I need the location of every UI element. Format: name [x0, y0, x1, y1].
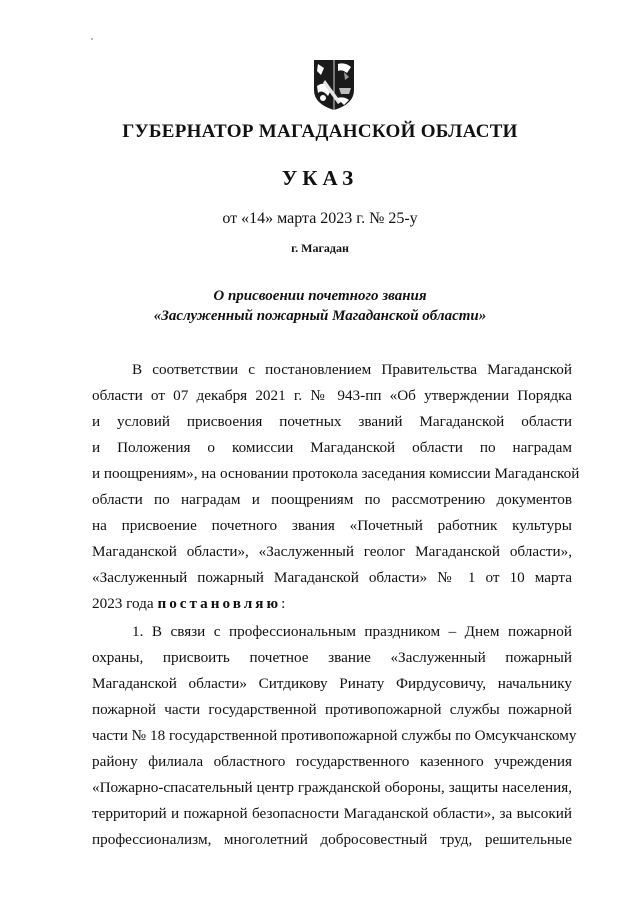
body-line: 1. В связи с профессиональным праздником – Днем пожарной	[132, 623, 572, 640]
body-line: Магаданской области», «Заслуженный геолог Магаданской области»,	[92, 543, 572, 560]
body-line: «Пожарно-спасательный центр гражданской обороны, защиты населения,	[92, 779, 572, 796]
body-line: пожарной части государственной противопожарной службы пожарной	[92, 701, 572, 718]
body-line-decree	[92, 591, 572, 617]
body-line: области по наградам и поощрениям по рассмотрению документов	[92, 491, 572, 508]
decree-colon: :	[281, 595, 286, 612]
body-line: части № 18 государственной противопожарной службы по Омсукчанскому	[92, 727, 577, 744]
body-line: и Положения о комиссии Магаданской области по наградам	[92, 439, 572, 456]
subject-line: О присвоении почетного звания	[213, 288, 427, 304]
body-line: на присвоение почетного звания «Почетный работник культуры	[92, 517, 572, 534]
body-line: охраны, присвоить почетное звание «Заслуженный пожарный	[92, 649, 572, 666]
subject-line: «Заслуженный пожарный Магаданской области»	[153, 308, 487, 324]
decree-word: постановляю	[157, 595, 282, 612]
decree-year-text: 2023 года	[92, 595, 158, 612]
coat-of-arms-icon	[311, 58, 357, 112]
body-line: «Заслуженный пожарный Магаданской области» № 1 от 10 марта	[92, 569, 572, 586]
body-line: области от 07 декабря 2021 г. № 943-пп «Об утверждении Порядка	[92, 387, 572, 404]
body-line: и условий присвоения почетных званий Магаданской области	[92, 413, 572, 430]
body-line: территорий и пожарной безопасности Магаданской области», за высокий	[92, 805, 572, 822]
body-line: профессионализм, многолетний добросовестный труд, решительные	[92, 831, 572, 848]
issuing-authority: ГУБЕРНАТОР МАГАДАНСКОЙ ОБЛАСТИ	[122, 121, 518, 142]
document-subject	[0, 286, 640, 326]
document-type-title: УКАЗ	[281, 166, 359, 190]
issue-city: г. Магадан	[291, 241, 349, 255]
scan-speck	[91, 38, 93, 40]
body-line: району филиала областного государственного казенного учреждения	[92, 753, 572, 770]
body-line: В соответствии с постановлением Правительства Магаданской	[132, 361, 572, 378]
body-line: Магаданской области» Ситдикову Ринату Фирдусовичу, начальнику	[92, 675, 572, 692]
document-date-number: от «14» марта 2023 г. № 25-у	[222, 210, 418, 227]
body-line: и поощрениям», на основании протокола заседания комиссии Магаданской	[92, 465, 580, 482]
